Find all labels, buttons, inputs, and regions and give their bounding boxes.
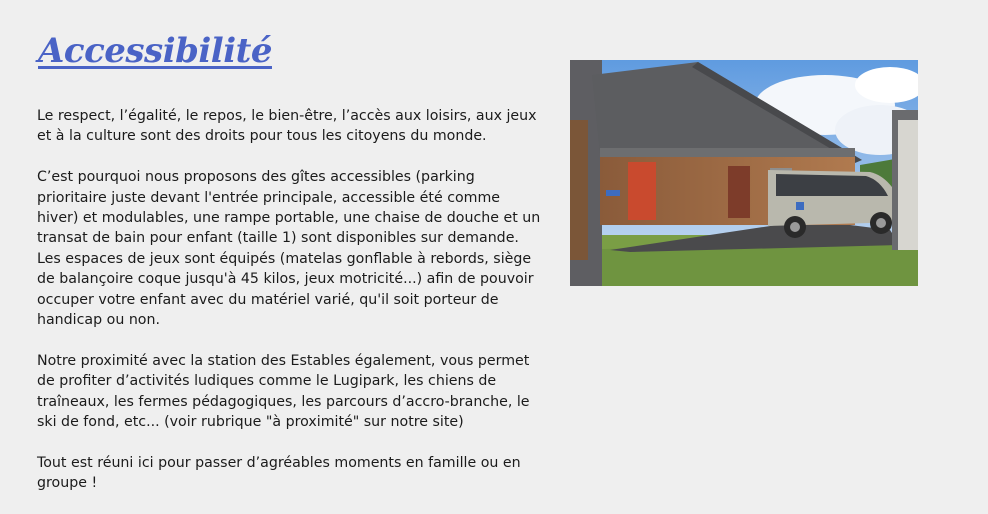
chalet-photo [570, 60, 918, 286]
roof-gutter [600, 148, 855, 157]
door [728, 166, 750, 218]
accessibility-text [37, 106, 542, 514]
page-title: Accessibilité [38, 31, 272, 71]
chalet-illustration [570, 60, 918, 286]
door [628, 162, 656, 220]
left-building-wall [570, 120, 588, 260]
accessibility-sign-icon [606, 190, 620, 196]
paragraph-conclusion: Tout est réuni ici pour passer d’agréables moments en famille ou en groupe ! [37, 454, 521, 492]
van-hubcap [876, 218, 886, 228]
right-building-wall [898, 120, 918, 250]
paragraph-rights: Le respect, l’égalité, le repos, le bien-être, l’accès aux loisirs, aux jeux et à la culture sont des droits pour tous les citoyens du monde. [37, 108, 537, 145]
van-hubcap [790, 222, 800, 232]
wheelchair-icon [796, 202, 804, 210]
paragraph-proximity: Notre proximité avec la station des Estables également, vous permet de profiter d’activités ludiques comme le Lugipark, les chiens de traîneaux, les fermes pédagogiques, les parcours d’accro-branche, le ski de fond, etc... (voir rubrique "à proximité" sur notre site) [37, 352, 530, 431]
paragraph-accessible-gites: C’est pourquoi nous proposons des gîtes accessibles (parking prioritaire juste devant l'entrée principale, accessible été comme hiver) et modulables, une rampe portable, une chaise de douche et un transat de bain pour enfant (taille 1) sont disponibles sur demande. Les espaces de jeux sont équipés (matelas gonflable à rebords, siège de balançoire coque jusqu'à 45 kilos, jeux motricité...) afin de pouvoir occuper votre enfant avec du matériel varié, qu'il soit porteur de handicap ou non. [37, 169, 541, 329]
